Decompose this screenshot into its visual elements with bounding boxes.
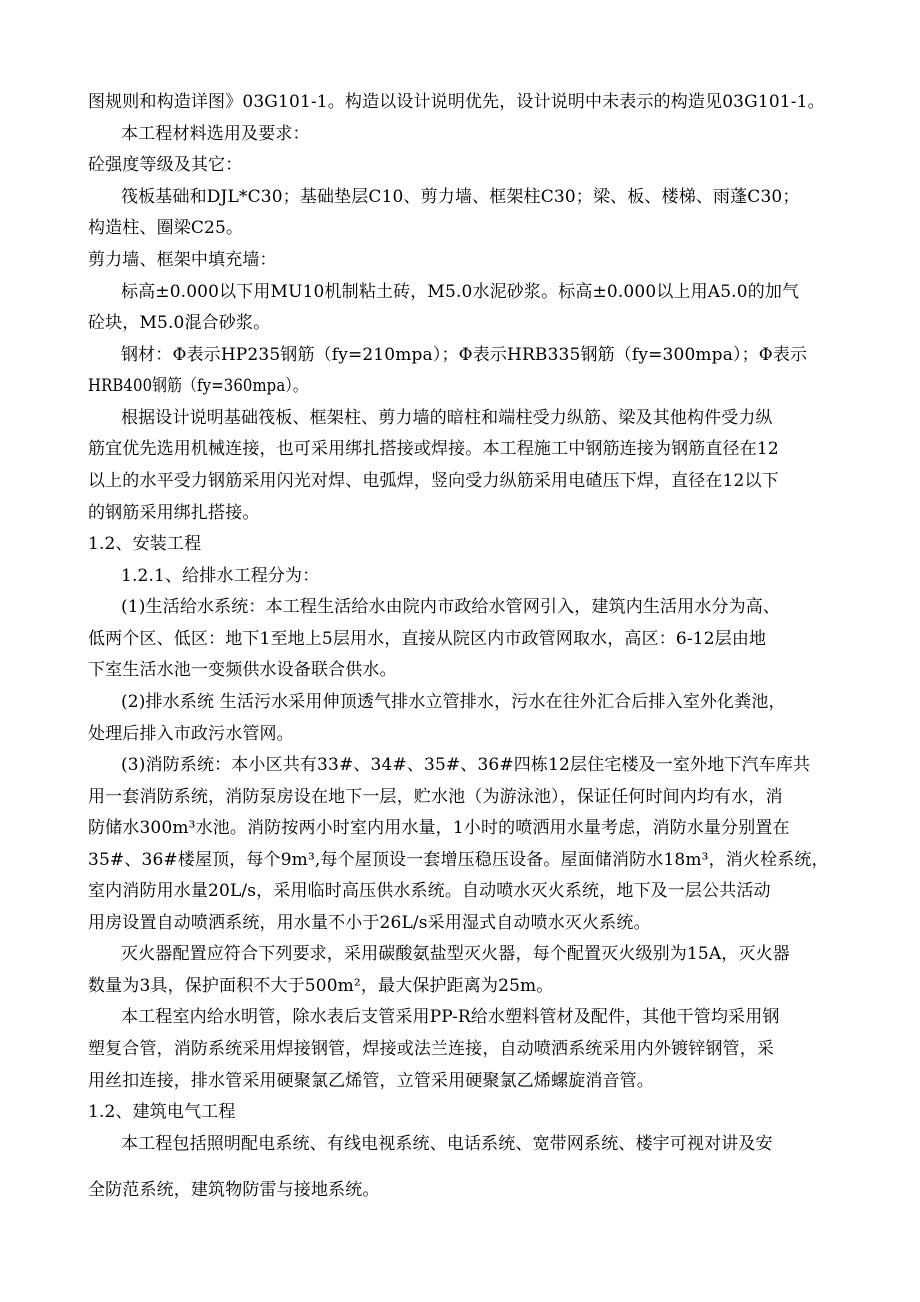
text-line: 用一套消防系统，消防泵房设在地下一层，贮水池（为游泳池），保证任何时间内均有水，消 [88,787,783,807]
text-line: 剪力墙、框架中填充墙： [88,250,277,270]
text-line: 构造柱、圈梁C25。 [88,218,244,238]
text-line: 防储水300m³水池。消防按两小时室内用水量，1小时的喷洒用水量考虑，消防水量分别置在 [88,818,790,838]
text-line: 砼块，M5.0混合砂浆。 [88,313,271,333]
text-line: 砼强度等级及其它： [88,155,243,175]
text-line: 本工程包括照明配电系统、有线电视系统、电话系统、宽带网系统、楼宇可视对讲及安 [121,1134,773,1154]
text-line: (3)消防系统：本小区共有33#、34#、35#、36#四栋12层住宅楼及一室外地下汽车库共 [121,755,811,775]
text-line: 35#、36#楼屋顶，每个9m³,每个屋顶设一套增压稳压设备。屋面储消防水18m³，消火栓系统， [88,850,829,870]
text-line: 图规则和构造详图》03G101-1。构造以设计说明优先，设计说明中未表示的构造见03G101-1。 [88,92,825,112]
text-line: (1)生活给水系统：本工程生活给水由院内市政给水管网引入，建筑内生活用水分为高、 [121,597,781,617]
text-line: 筋宜优先选用机械连接，也可采用绑扎搭接或焊接。本工程施工中钢筋连接为钢筋直径在12 [88,439,779,459]
text-line: 的钢筋采用绑扎搭接。 [88,503,260,523]
text-line: HRB400钢筋（fy=360mpa）。 [88,376,308,396]
text-line: 处理后排入市政污水管网。 [88,724,294,744]
text-line: 以上的水平受力钢筋采用闪光对焊、电弧焊，竖向受力纵筋采用电碴压下焊，直径在12以下 [88,471,779,491]
text-line: 本工程室内给水明管，除水表后支管采用PP-R给水塑料管材及配件，其他干管均采用钢 [121,1007,780,1027]
text-line: 低两个区、低区：地下1至地上5层用水，直接从院区内市政管网取水，高区：6-12层由地 [88,629,767,649]
text-line: 筏板基础和DJL*C30；基础垫层C10、剪力墙、框架柱C30；梁、板、楼梯、雨蓬C30； [121,187,800,207]
text-line: 数量为3具，保护面积不大于500m²，最大保护距离为25m。 [88,976,554,996]
text-line: 钢材：Φ表示HP235钢筋（fy=210mpa）；Φ表示HRB335钢筋（fy=300mpa）；Φ表示 [121,345,808,365]
text-line: 室内消防用水量20L/s，采用临时高压供水系统。自动喷水灭火系统，地下及一层公共活动 [88,881,771,901]
text-line: 1.2.1、给排水工程分为： [121,566,320,586]
text-line: 根据设计说明基础筏板、框架柱、剪力墙的暗柱和端柱受力纵筋、梁及其他构件受力纵 [121,408,773,428]
text-line: 1.2、建筑电气工程 [88,1102,236,1122]
text-line: 下室生活水池一变频供水设备联合供水。 [88,660,397,680]
text-line: 塑复合管，消防系统采用焊接钢管，焊接或法兰连接，自动喷洒系统采用内外镀锌钢管，采 [88,1039,774,1059]
text-line: 1.2、安装工程 [88,534,202,554]
text-line: 全防范系统，建筑物防雷与接地系统。 [88,1180,380,1200]
text-line: 灭火器配置应符合下列要求，采用碳酸氨盐型灭火器，每个配置灭火级别为15A，灭火器 [121,944,790,964]
text-line: 本工程材料选用及要求： [121,124,310,144]
text-line: 用房设置自动喷洒系统，用水量不小于26L/s采用湿式自动喷水灭火系统。 [88,913,651,933]
text-line: (2)排水系统 生活污水采用伸顶透气排水立管排水，污水在往外汇合后排入室外化粪池， [121,692,786,712]
text-line: 标高±0.000以下用MU10机制粘土砖，M5.0水泥砂浆。标高±0.000以上用A5.0的加气 [121,282,800,302]
text-line: 用丝扣连接，排水管采用硬聚氯乙烯管，立管采用硬聚氯乙烯螺旋消音管。 [88,1071,654,1091]
